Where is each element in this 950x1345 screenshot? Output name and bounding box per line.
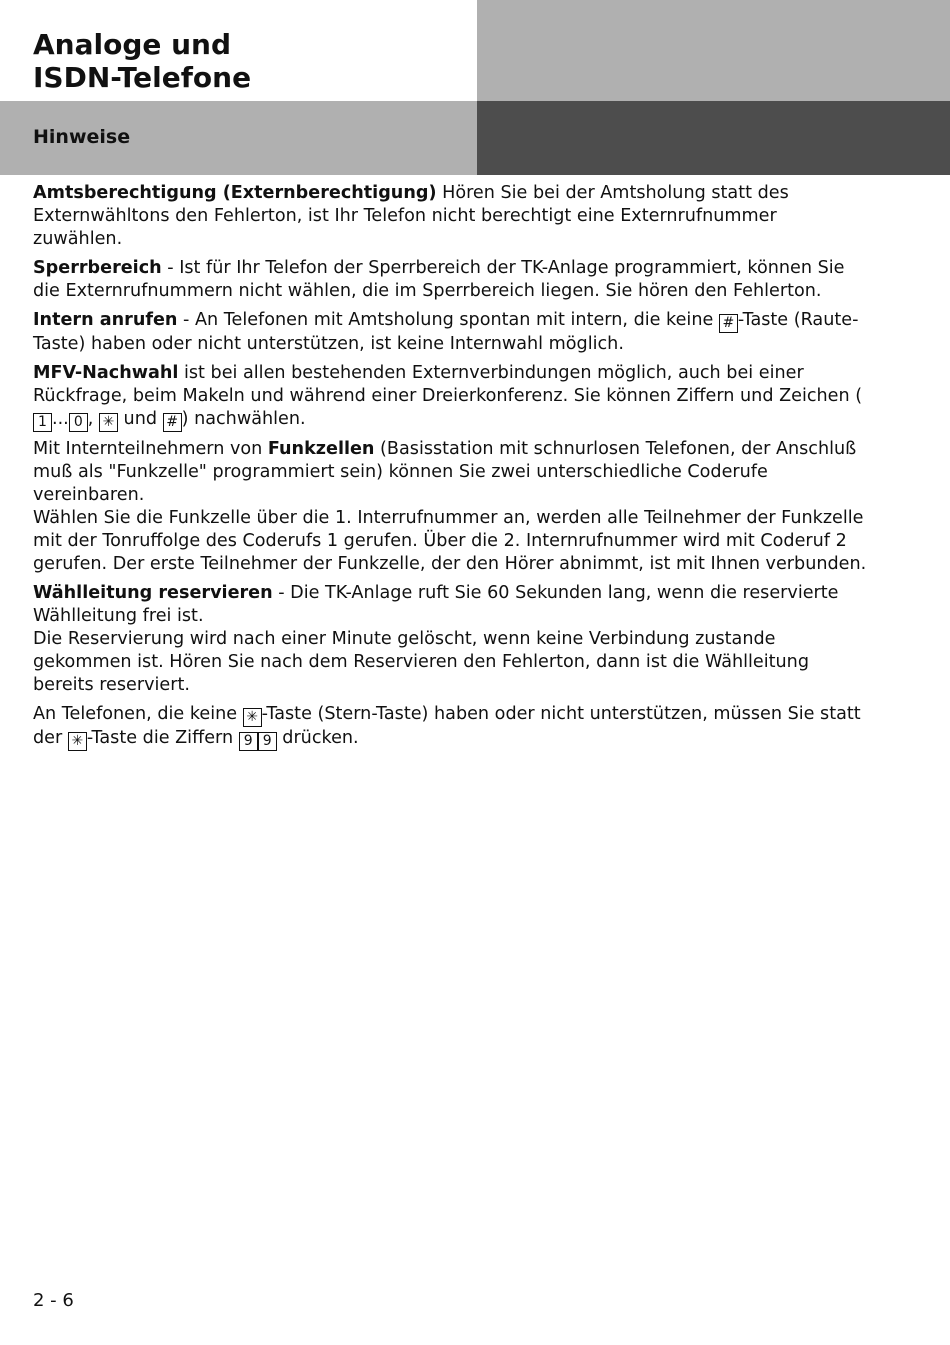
- section-title: Hinweise: [33, 126, 131, 148]
- paragraph-amtsberechtigung: Amtsberechtigung (Externberechtigung) Hören Sie bei der Amtsholung statt des Externwähltons den Fehlerton, ist Ihr Telefon nicht berechtigt eine Externrufnummer zuwählen.: [33, 183, 789, 249]
- digit-1-key-icon: 1: [33, 413, 52, 432]
- page-number: 2 - 6: [33, 1290, 74, 1311]
- page-title: [33, 28, 251, 94]
- digit-0-key-icon: 0: [69, 413, 88, 432]
- star-key-icon: ✳: [99, 413, 118, 432]
- term-mfv-nachwahl: MFV-Nachwahl: [33, 363, 179, 383]
- paragraph-intern-anrufen: Intern anrufen - An Telefonen mit Amtsholung spontan mit intern, die keine # -Taste (Raute-Taste) haben oder nicht unterstützen, ist keine Internwahl möglich.: [33, 310, 859, 354]
- term-funkzellen: Funkzellen: [267, 439, 375, 459]
- star-key-icon: ✳: [243, 708, 262, 727]
- paragraph-sperrbereich: Sperrbereich - Ist für Ihr Telefon der Sperrbereich der TK-Anlage programmiert, können Sie die Externrufnummern nicht wählen, die im Sperrbereich liegen. Sie hören den Fehlerton.: [33, 258, 845, 301]
- header-dark-block: [477, 101, 950, 175]
- page-title-line2: ISDN-Telefone: [33, 61, 252, 94]
- page-title-line1: Analoge und: [33, 28, 232, 61]
- term-amtsberechtigung: Amtsberechtigung (Externberechtigung): [33, 183, 437, 203]
- paragraph-funkzellen: Mit Internteilnehmern von Funkzellen (Basisstation mit schnurlosen Telefonen, der Anschluß muß als "Funkzelle" programmiert sein) können Sie zwei unterschiedliche Coderufe vereinbaren.: [33, 439, 857, 505]
- paragraph-funkzellen-2: Wählen Sie die Funkzelle über die 1. Interrufnummer an, werden alle Teilnehmer der Funkzelle mit der Tonruffolge des Coderufs 1 gerufen. Über die 2. Internrufnummer wird mit Coderuf 2 gerufen. Der erste Teilnehmer der Funkzelle, der den Hörer abnimmt, ist mit Ihnen verbunden.: [33, 508, 867, 574]
- term-sperrbereich: Sperrbereich: [33, 258, 162, 278]
- paragraph-waehlleitung-2: Die Reservierung wird nach einer Minute gelöscht, wenn keine Verbindung zustande gekommen ist. Hören Sie nach dem Reservieren den Fehlerton, dann ist die Wählleitung bereits reserviert.: [33, 629, 810, 695]
- content-body: [33, 182, 868, 757]
- paragraph-stern-taste: An Telefonen, die keine ✳ -Taste (Stern-Taste) haben oder nicht unterstützen, müssen Sie statt der ✳ -Taste die Ziffern 9 9 drücken.: [33, 704, 861, 749]
- header-gray-block: [477, 0, 950, 101]
- star-key-icon: ✳: [68, 732, 87, 751]
- hash-key-icon: #: [719, 314, 738, 333]
- digit-9-key-icon: 9: [239, 732, 258, 751]
- digit-9-key-icon: 9: [258, 732, 277, 751]
- term-intern-anrufen: Intern anrufen: [33, 310, 178, 330]
- term-waehlleitung: Wählleitung reservieren: [33, 583, 273, 603]
- paragraph-mfv-nachwahl: MFV-Nachwahl ist bei allen bestehenden Externverbindungen möglich, auch bei einer Rückfrage, beim Makeln und während einer Dreierkonferenz. Sie können Ziffern und Zeichen (1 ... 0 , ✳ und # ) nachwählen.: [33, 363, 863, 430]
- hash-key-icon: #: [163, 413, 182, 432]
- paragraph-waehlleitung: Wählleitung reservieren - Die TK-Anlage ruft Sie 60 Sekunden lang, wenn die reservierte Wählleitung frei ist.: [33, 583, 839, 626]
